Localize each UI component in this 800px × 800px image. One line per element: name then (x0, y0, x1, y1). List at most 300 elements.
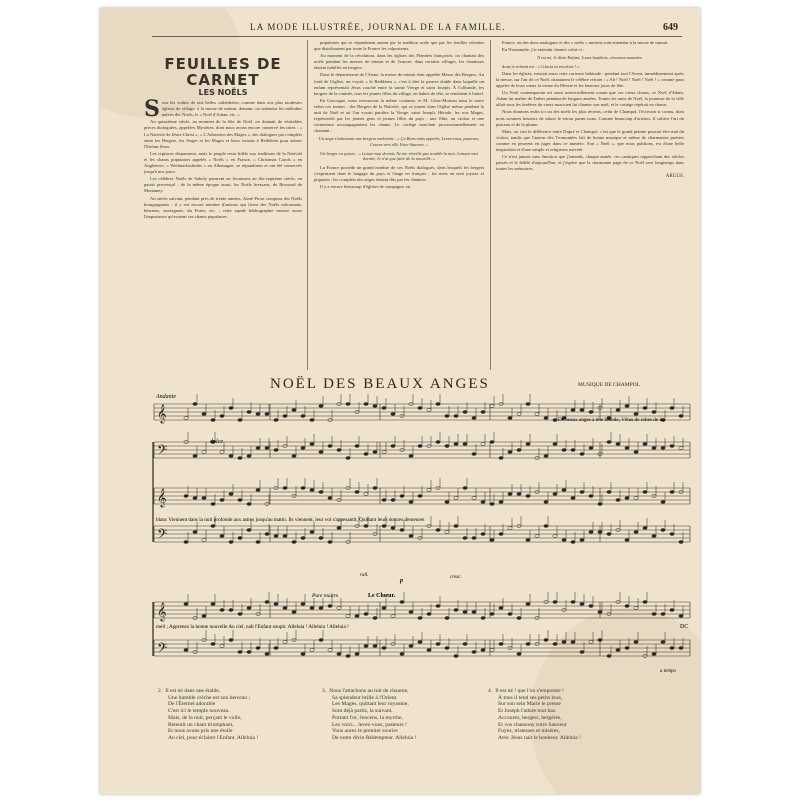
note-head (454, 655, 458, 658)
note-head (292, 541, 296, 544)
note-head (382, 607, 386, 610)
page-number: 649 (663, 22, 678, 33)
stanza-line: Sont déjà partis, la suivant. (332, 708, 393, 715)
note-head (571, 409, 575, 412)
note-head (661, 613, 665, 616)
note-head (571, 641, 575, 644)
note-head (463, 643, 467, 646)
column-divider (490, 40, 491, 370)
article-subtitle: LES NOËLS (198, 88, 248, 97)
note-head (526, 403, 530, 406)
note-head (679, 541, 683, 544)
note-head (625, 447, 629, 450)
note-head (463, 611, 467, 614)
note-head (247, 607, 251, 610)
note-head (445, 617, 449, 620)
note-head (409, 501, 413, 504)
note-head (427, 649, 431, 652)
note-head (283, 487, 287, 490)
note-head (508, 493, 512, 496)
paragraph: France, où des dons analogues et des « noëls » anciens sont entendus à la messe de minuit. (502, 40, 669, 45)
note-head (184, 495, 188, 498)
note-head (400, 529, 404, 532)
note-head (220, 415, 224, 418)
note-head (490, 503, 494, 506)
note-head (517, 449, 521, 452)
note-head (193, 455, 197, 458)
note-head (391, 615, 395, 618)
stanza-line: De l'Éternel adorable (168, 701, 216, 708)
note-head (472, 537, 476, 540)
clef-icon: 𝄞 (157, 602, 167, 621)
paragraph: ous les voûtes de nos belles cathédrales, comme dans nos plus modestes églises de village, à la messe de minuit, demain, on entendra les mélodies naïves des Noëls, le « Noël d'Adam, etc. » (161, 100, 302, 118)
note-head (220, 645, 224, 648)
note-head (238, 419, 242, 422)
clef-icon: 𝄢 (157, 526, 168, 545)
note-head (211, 419, 215, 422)
note-head (625, 647, 629, 650)
note-head (463, 411, 467, 414)
note-head (310, 531, 314, 534)
note-head (445, 501, 449, 504)
note-head (553, 535, 557, 538)
note-head (571, 497, 575, 500)
note-head (454, 525, 458, 528)
note-head (211, 643, 215, 646)
paragraph: Un Noël contemporain est aussi universellement connu que ces vieux chants, ce Noël d'Adam. Adam fut maître de Tarbes pendant de longues années. Toutes les nuits de Noël, la jeunesse de la ville allait sous les fenêtres du vieux musicien lui chanter son noël, et le cortège répétait en chœur. (496, 90, 684, 108)
note-head (310, 443, 314, 446)
note-head (391, 527, 395, 530)
stanza-line: Fuyez, tristesses et misères, (498, 728, 560, 735)
note-head (328, 649, 332, 652)
note-head (256, 489, 260, 492)
note-head (580, 491, 584, 494)
note-head (256, 447, 260, 450)
stanza-line: Sur son sein Marie le presse (498, 701, 561, 708)
note-head (661, 641, 665, 644)
note-heads (157, 394, 683, 659)
note-head (391, 499, 395, 502)
cue-text: Pure maître. (312, 593, 340, 599)
chorus-label: Le Chœur. (368, 593, 396, 599)
note-head (607, 491, 611, 494)
note-head (400, 653, 404, 656)
article-column-1 (144, 52, 302, 221)
note-head (211, 525, 215, 528)
note-head (274, 647, 278, 650)
note-head (589, 447, 593, 450)
magazine-page (100, 8, 700, 794)
note-head (247, 651, 251, 654)
stanza (322, 688, 417, 742)
note-head (247, 455, 251, 458)
note-head (535, 413, 539, 416)
stanza-line: Retentit un chant triomphant, (168, 721, 234, 728)
note-head (454, 609, 458, 612)
expression-marking: a tempo (660, 669, 676, 674)
note-head (625, 405, 629, 408)
note-head (661, 501, 665, 504)
paragraph: dont le refrain est : « Gloria in excelsis ! » (502, 63, 580, 69)
note-head (454, 443, 458, 446)
note-head (319, 491, 323, 494)
paragraph: En Normandie, j'ai entendu chanter celui-ci : (502, 47, 585, 53)
note-head (346, 655, 350, 658)
note-head (193, 403, 197, 406)
note-head (553, 493, 557, 496)
note-head (274, 535, 278, 538)
lyric-line: meil ; Apprenez la bonne nouvelle Au ciel, naît l'Enfant soupir. Alleluia ! Alleluia ! Alleluia ! (156, 624, 349, 630)
note-head (499, 607, 503, 610)
stanza-line: Accourez, bergers, bergères, (498, 714, 562, 721)
note-head (409, 455, 413, 458)
note-head (229, 493, 233, 496)
note-head (382, 647, 386, 650)
note-head (643, 443, 647, 446)
note-head (634, 531, 638, 534)
note-head (283, 607, 287, 610)
song-credit: MUSIQUE DE CHAMPOL (578, 382, 641, 388)
note-head (202, 413, 206, 416)
note-head (184, 541, 188, 544)
note-head (382, 407, 386, 410)
stanza-line: Et nous avons pris une étoile (168, 728, 233, 735)
note-head (292, 611, 296, 614)
note-head (571, 541, 575, 544)
note-head (526, 539, 530, 542)
note-head (256, 647, 260, 650)
stanza-line: Vous aurez le premier sourire (332, 728, 398, 735)
note-head (562, 539, 566, 542)
note-head (247, 529, 251, 532)
note-head (544, 501, 548, 504)
note-head (310, 607, 314, 610)
note-head (364, 403, 368, 406)
note-head (499, 533, 503, 536)
verse-quote: Un ange s'adressant aux bergers endormis : « Ça Bons amis appelés, Levez-vous, pasteurs, Courez vers elle Votre Sauveur. » (318, 136, 480, 147)
note-head (517, 653, 521, 656)
note-head (346, 457, 350, 460)
note-head (436, 605, 440, 608)
clef-icon: 𝄞 (157, 404, 167, 423)
verse-quote: Il est né, le divin Enfant, Jouez hautbois, résonnez musettes. (537, 55, 643, 61)
note-head (319, 537, 323, 540)
note-head (337, 607, 341, 610)
note-head (499, 457, 503, 460)
note-head (589, 495, 593, 498)
stanza-line: Une humble crèche est son berceau ; (168, 694, 251, 701)
note-head (202, 497, 206, 500)
note-head (238, 651, 242, 654)
note-head (544, 639, 548, 642)
note-head (337, 527, 341, 530)
note-head (652, 535, 656, 538)
note-head (616, 649, 620, 652)
note-head (634, 497, 638, 500)
note-head (418, 407, 422, 410)
note-head (508, 417, 512, 420)
note-head (517, 617, 521, 620)
note-head (247, 411, 251, 414)
note-head (643, 491, 647, 494)
note-head (256, 541, 260, 544)
note-head (238, 537, 242, 540)
note-head (400, 601, 404, 604)
note-head (427, 613, 431, 616)
stanza-line: Avec Jésus naît le bonheur. Alleluia ! (498, 734, 582, 741)
note-head (337, 449, 341, 452)
note-head (625, 605, 629, 608)
paragraph: Au siècle suivant, pendant près de trente années, Aimé Piron composa des Noëls bourguignons ; il y eut encore nombre d'auteurs qui firent des Noëls mâconnais, béarnais, auvergnats, du Forez, etc. ; cette rapide bibliographie montre assez l'importance qu'avaient ces chants populaires. (144, 195, 302, 219)
stanza-number: 3. (322, 688, 327, 694)
note-head (670, 609, 674, 612)
paragraph: Les registres disparurent, mais le peuple resta fidèle aux traditions de la Nativité et les chants populaires appelés « Noëls » en France, « Christmas Carols » en Angleterre, « Weihnachtslieder » en Allemagne, se répandirent et ont été conservés jusqu'à nos jours. (144, 150, 302, 175)
stanza-line: À tous il tend ses petits bras, (498, 694, 563, 701)
note-head (607, 441, 611, 444)
note-head (364, 613, 368, 616)
note-head (508, 527, 512, 530)
note-head (436, 529, 440, 532)
note-head (544, 455, 548, 458)
expression-marking: rall. (360, 573, 369, 578)
note-head (517, 493, 521, 496)
note-head (364, 525, 368, 528)
lyric-line: blanc Viennent dans la nuit profonde aux astres jusqu'au matin. Ils viennent, leur vol s'appesantit, Quittant leurs douces demeures (156, 517, 425, 523)
stanza-line: Les voici... levez-vous, pasteurs ! (332, 721, 407, 728)
drop-cap: S (144, 96, 160, 123)
note-head (229, 541, 233, 544)
note-head (382, 451, 386, 454)
note-head (553, 643, 557, 646)
note-head (319, 405, 323, 408)
clef-icon: 𝄢 (157, 442, 168, 461)
article-title: FEUILLES DE CARNET (164, 55, 282, 89)
note-head (661, 447, 665, 450)
note-head (319, 639, 323, 642)
note-head (472, 651, 476, 654)
note-head (283, 535, 287, 538)
note-head (490, 613, 494, 616)
note-head (643, 527, 647, 530)
note-head (373, 405, 377, 408)
paragraph: Mais, on voit la différence entre Dupré et Champol, c'est que le grand peintre pouvait être mal du violon, tandis que l'auteur des Tromontées fait de bonne musique et même de charmantes poésies comme en peuvent en juger dans ce numéro. Son « Noël », que nous publions, est d'une belle inspiration et d'une simple et religieuse naïveté. (496, 128, 684, 152)
clef-icon: 𝄢 (157, 640, 168, 659)
note-head (445, 445, 449, 448)
note-head (463, 487, 467, 490)
note-head (589, 531, 593, 534)
note-head (616, 499, 620, 502)
stanza-line: C'est ici le temple nouveau. (168, 708, 230, 715)
note-head (679, 415, 683, 418)
note-head (292, 455, 296, 458)
stanza-line: Les Mages, quittant leur royaume, (332, 701, 409, 708)
note-head (220, 499, 224, 502)
expression-marking: p (400, 578, 403, 584)
note-head (265, 533, 269, 536)
note-head (202, 539, 206, 542)
note-head (508, 451, 512, 454)
note-head (409, 611, 413, 614)
note-head (472, 453, 476, 456)
note-head (526, 495, 530, 498)
paragraph: Il y a encore beaucoup d'églises de campagne, en (320, 184, 411, 190)
note-head (364, 645, 368, 648)
paragraph: Ce n'est jamais sans émotion que j'entends, chaque année, ces cantiques rapprochant des siècles passés et le fidèle d'aujourd'hui, et j'espère que la charmante page de ce Noël sera longtemps dans toutes les mémoires. (496, 154, 684, 172)
note-head (481, 649, 485, 652)
note-head (571, 601, 575, 604)
note-head (436, 403, 440, 406)
note-head (679, 615, 683, 618)
note-head (589, 641, 593, 644)
note-head (499, 643, 503, 646)
article-column-3 (496, 40, 684, 180)
note-head (481, 533, 485, 536)
note-head (580, 409, 584, 412)
stanza-line: Et vos chansons votre Sauveur (498, 721, 567, 728)
note-head (229, 639, 233, 642)
note-head (670, 407, 674, 410)
note-head (562, 489, 566, 492)
note-head (184, 649, 188, 652)
column-divider (307, 40, 308, 370)
note-head (220, 609, 224, 612)
note-head (274, 603, 278, 606)
note-head (670, 647, 674, 650)
note-head (193, 497, 197, 500)
stanza-line: 4. Il est né ! que l'on s'empresse ! (488, 688, 564, 694)
note-head (553, 601, 557, 604)
note-head (508, 613, 512, 616)
note-head (355, 491, 359, 494)
stanza-number: 4. (488, 688, 493, 694)
note-head (229, 455, 233, 458)
note-head (346, 403, 350, 406)
note-head (301, 447, 305, 450)
paragraph: La France possède un grand nombre de ces Noëls dialogués, dans lesquels les bergers s'expriment dans le langage du pays et l'ange en français ; les mets en sont joyeux et piquants ; les complets des anges étaient dits par les chantres. (314, 164, 484, 182)
note-head (301, 415, 305, 418)
note-head (301, 653, 305, 656)
note-head (211, 503, 215, 506)
note-head (400, 495, 404, 498)
note-head (328, 497, 332, 500)
dynamic-marking: dolce (210, 439, 223, 445)
note-head (625, 497, 629, 500)
note-head (436, 643, 440, 646)
note-head (670, 533, 674, 536)
note-head (463, 537, 467, 540)
expression-marking: cresc. (450, 575, 462, 580)
note-head (652, 653, 656, 656)
note-head (310, 649, 314, 652)
note-head (616, 443, 620, 446)
note-head (562, 641, 566, 644)
note-head (364, 453, 368, 456)
note-head (562, 449, 566, 452)
note-head (625, 539, 629, 542)
stanza-number: 2. (158, 688, 163, 694)
note-head (598, 503, 602, 506)
note-head (337, 653, 341, 656)
note-head (589, 411, 593, 414)
running-head: LA MODE ILLUSTRÉE, JOURNAL DE LA FAMILLE. (250, 22, 506, 32)
note-head (526, 443, 530, 446)
note-head (355, 653, 359, 656)
note-head (319, 607, 323, 610)
note-head (274, 449, 278, 452)
note-head (265, 601, 269, 604)
author-signature: ARGUS. (665, 174, 684, 180)
note-head (229, 407, 233, 410)
note-head (481, 501, 485, 504)
note-head (355, 445, 359, 448)
stanza-line: De notre divin Rédempteur. Alleluia ! (332, 734, 417, 741)
paragraph: Au moment de la révolution, dans les églises des Flandres françaises, on chantait des noëls pendant les messes de minuit et de l'aurore, dans certains villages, les chanteurs étaient habillés en bergers. (314, 53, 484, 71)
da-capo-marking: DC (680, 624, 689, 630)
note-head (634, 413, 638, 416)
clef-icon: 𝄞 (157, 488, 167, 507)
note-head (526, 603, 530, 606)
note-head (553, 419, 557, 422)
note-head (445, 647, 449, 650)
note-head (373, 451, 377, 454)
note-head (184, 417, 188, 420)
note-head (544, 525, 548, 528)
note-head (580, 539, 584, 542)
paragraph: Les célèbres Noëls de Saboly parurent en livraisons au dix-septième siècle, en patois provençal ; de la même époque aussi, les Noëls bressans, de Brossard de Montaney. (144, 176, 302, 194)
note-head (490, 441, 494, 444)
note-head (364, 493, 368, 496)
note-head (328, 541, 332, 544)
note-head (328, 605, 332, 608)
note-head (490, 539, 494, 542)
note-head (301, 537, 305, 540)
note-head (220, 535, 224, 538)
note-head (589, 605, 593, 608)
paragraph: Au quinzième siècle, au moment de la fête de Noël, on donnait de véritables pièces dialoguées, appelées Mystères, dont nous avons encore conservé les titres : « La Nativité de Jésus-Christ », « L'Adoration des Mages », des dialogues par complets entre les Bergers, les Anges et les Mages et leurs voisins à Bethléem pour adorer l'Enfant Jésus. (144, 119, 302, 149)
stanza-line: 3. Nous l'attachons au toit de chaume, (322, 688, 409, 694)
note-head (472, 611, 476, 614)
note-head (598, 531, 602, 534)
note-head (319, 451, 323, 454)
stanza-line: Mais, de la nuit, perçant le voile, (168, 714, 242, 721)
note-head (292, 409, 296, 412)
note-head (382, 499, 386, 502)
note-head (436, 441, 440, 444)
note-head (670, 445, 674, 448)
stanza-line: Au ciel, pour éclairer l'Enfant. Alleluia ! (168, 734, 259, 741)
note-head (247, 503, 251, 506)
note-head (418, 641, 422, 644)
note-head (373, 645, 377, 648)
note-head (193, 531, 197, 534)
stanza (488, 688, 581, 742)
paragraph: Nous donnons enfin ici un des noëls les plus récents, celui de Champol, l'écrivain si connu, dont nous sommes heureux de saluer le retour parmi nous. Comme beaucoup d'artistes, il cultive l'art du pinceau et de la plume. (496, 109, 684, 127)
note-head (679, 447, 683, 450)
tempo-marking: Andante (156, 394, 176, 400)
note-head (382, 525, 386, 528)
note-head (283, 415, 287, 418)
stanza-line: Sa splendeur brille à l'Orient. (332, 694, 398, 701)
music-score (150, 390, 695, 680)
stanza-line: Et Joseph l'adore tout bas. (498, 708, 557, 715)
note-head (418, 617, 422, 620)
note-head (499, 501, 503, 504)
note-head (652, 613, 656, 616)
note-head (310, 489, 314, 492)
note-head (598, 639, 602, 642)
note-head (301, 603, 305, 606)
note-head (679, 647, 683, 650)
